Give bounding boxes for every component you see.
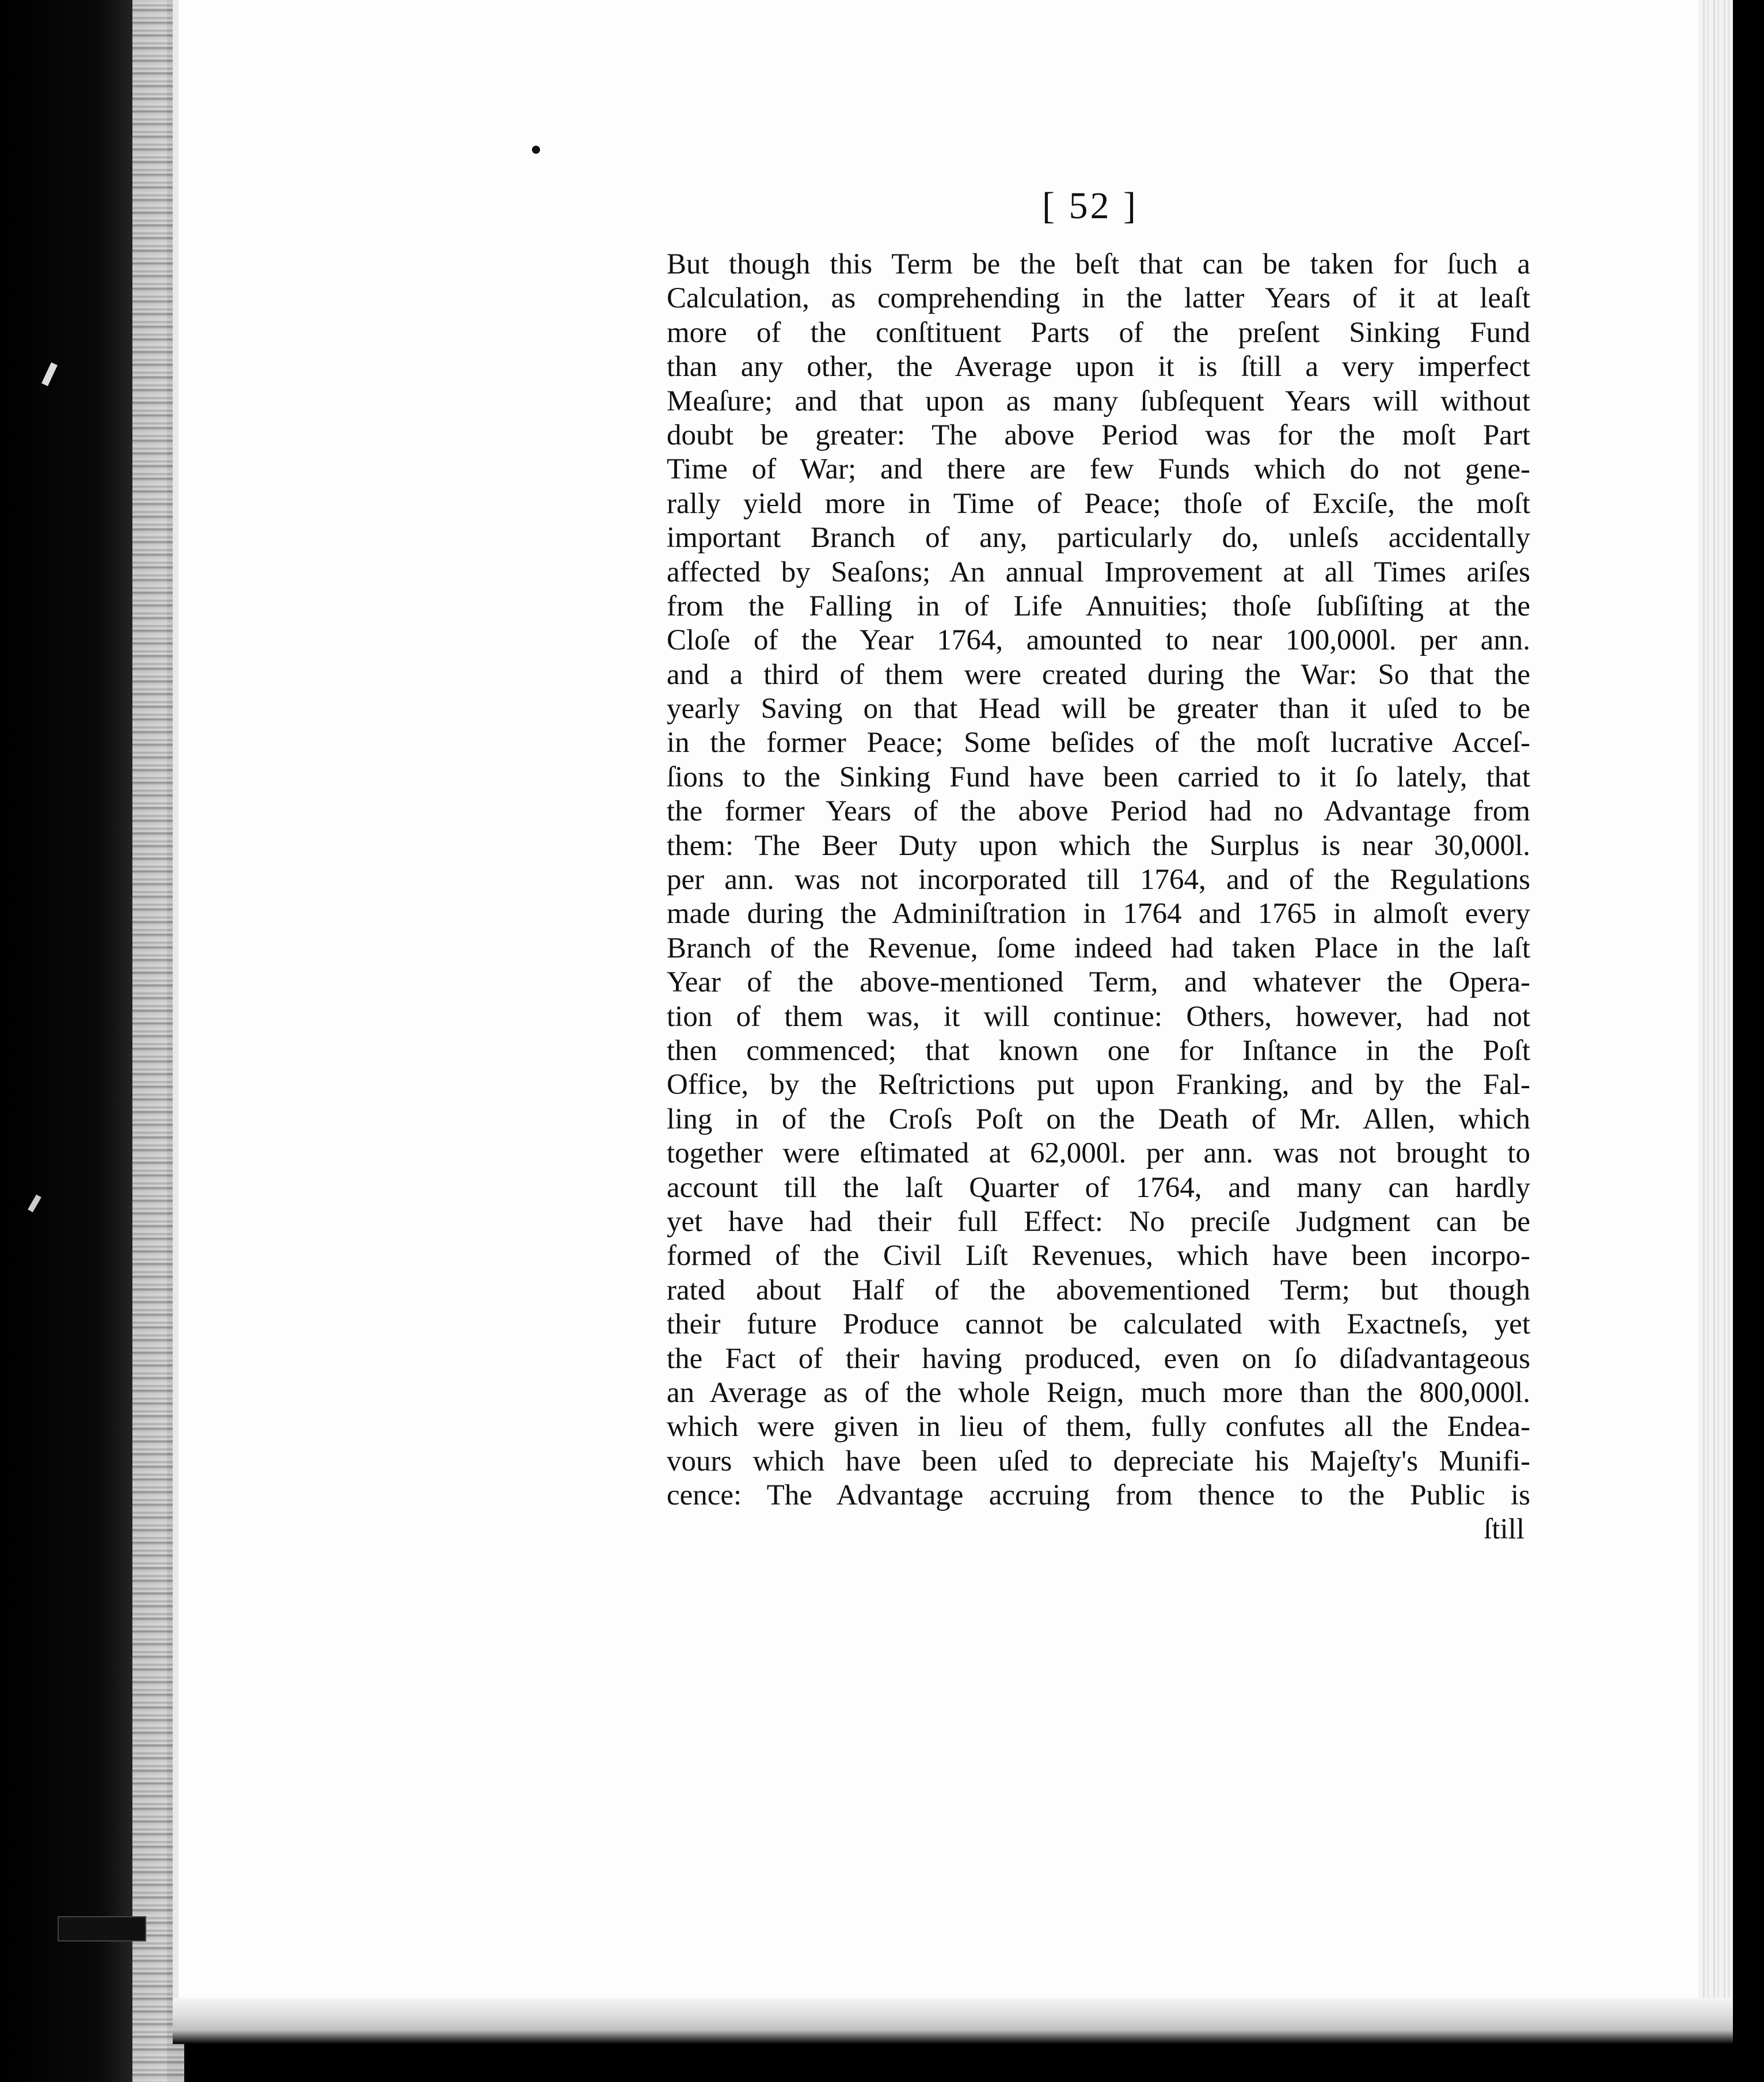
text-line-content: vours which have been uſed to depreciate his Majeſty's Munifi- (667, 1445, 1530, 1477)
text-line (667, 863, 1530, 897)
bottom-page-edge (173, 1998, 1733, 2044)
text-line-content: made during the Adminiſtration in 1764 and 1765 in almoſt every (667, 898, 1530, 930)
text-line (667, 1342, 1530, 1376)
text-line (667, 1000, 1530, 1034)
page-number: [ 52 ] (1042, 185, 1138, 227)
text-line (667, 248, 1530, 282)
text-line-content: in the former Peace; Some beſides of the moſt lucrative Acceſ- (667, 727, 1530, 759)
text-line-content: yearly Saving on that Head will be greater than it uſed to be (667, 693, 1530, 725)
text-line-content: Calculation, as comprehending in the latter Years of it at leaſt (667, 282, 1530, 315)
text-line (667, 897, 1530, 931)
text-line-content: Time of War; and there are few Funds which do not gene- (667, 453, 1530, 486)
text-line-content: per ann. was not incorporated till 1764, and of the Regulations (667, 864, 1530, 896)
text-line (667, 1239, 1530, 1273)
text-line (667, 1410, 1530, 1444)
text-line (667, 624, 1530, 658)
text-line (667, 590, 1530, 624)
text-line (667, 761, 1530, 795)
text-line (667, 419, 1530, 453)
text-line-content: cence: The Advantage accruing from thence to the Public is (667, 1479, 1530, 1512)
text-line-content: formed of the Civil Liſt Revenues, which have been incorpo- (667, 1240, 1530, 1272)
text-line-content: Cloſe of the Year 1764, amounted to near 100,000l. per ann. (667, 624, 1530, 657)
text-line-content: Branch of the Revenue, ſome indeed had taken Place in the laſt (667, 932, 1530, 964)
text-line (667, 1479, 1530, 1513)
text-line (667, 282, 1530, 316)
text-line-content: ling in of the Croſs Poſt on the Death of Mr. Allen, which (667, 1103, 1530, 1135)
text-line-content: their future Produce cannot be calculated with Exactneſs, yet (667, 1308, 1530, 1341)
text-line-content: account till the laſt Quarter of 1764, and many can hardly (667, 1171, 1530, 1204)
text-line-content: affected by Seaſons; An annual Improvement at all Times ariſes (667, 556, 1530, 588)
text-line-content: more of the conſtituent Parts of the preſent Sinking Fund (667, 316, 1530, 349)
text-line-content: which were given in lieu of them, fully confutes all the Endea- (667, 1411, 1530, 1443)
text-line (667, 487, 1530, 521)
text-line (667, 1376, 1530, 1410)
text-line-content: But though this Term be the beſt that can be taken for ſuch a (667, 248, 1530, 280)
text-line (667, 453, 1530, 487)
text-line (667, 795, 1530, 829)
text-line (667, 932, 1530, 966)
spine-stamp (58, 1916, 146, 1942)
text-line (667, 1137, 1530, 1171)
text-line (667, 1308, 1530, 1342)
text-line-content: Year of the above-mentioned Term, and whatever the Opera- (667, 966, 1530, 999)
ink-dot (532, 146, 540, 154)
text-line (667, 1068, 1530, 1102)
text-line (667, 966, 1530, 1000)
text-line-content: important Branch of any, particularly do, unleſs accidentally (667, 522, 1530, 554)
text-line-content: from the Falling in of Life Annuities; thoſe ſubſiſting at the (667, 590, 1530, 622)
text-line (667, 521, 1530, 555)
text-line-content: them: The Beer Duty upon which the Surplus is near 30,000l. (667, 829, 1530, 862)
text-line-content: yet have had their full Effect: No preciſe Judgment can be (667, 1205, 1530, 1238)
text-line (667, 829, 1530, 863)
text-line (667, 556, 1530, 590)
text-line-content: doubt be greater: The above Period was for the moſt Part (667, 419, 1530, 451)
text-line-content: tion of them was, it will continue: Others, however, had not (667, 1000, 1530, 1033)
text-line-content: together were eſtimated at 62,000l. per ann. was not brought to (667, 1137, 1530, 1170)
text-line-content: Office, by the Reſtrictions put upon Franking, and by the Fal- (667, 1069, 1530, 1101)
text-line (667, 1445, 1530, 1479)
text-line (667, 1034, 1530, 1068)
text-line (667, 350, 1530, 384)
body-text (667, 248, 1530, 1547)
text-line (667, 658, 1530, 692)
text-line-content: the former Years of the above Period had no Advantage from (667, 795, 1530, 828)
text-line-content: rated about Half of the abovementioned Term; but though (667, 1274, 1530, 1306)
catchword-line (667, 1513, 1530, 1547)
text-line (667, 1205, 1530, 1239)
text-line (667, 1171, 1530, 1205)
right-page-edges (1698, 0, 1733, 2027)
text-line-content: and a third of them were created during the War: So that the (667, 658, 1530, 691)
text-line (667, 1274, 1530, 1308)
text-line-content: Meaſure; and that upon as many ſubſequent Years will without (667, 385, 1530, 417)
text-line-content: an Average as of the whole Reign, much more than the 800,000l. (667, 1376, 1530, 1409)
text-line-content: rally yield more in Time of Peace; thoſe of Exciſe, the moſt (667, 487, 1530, 520)
text-line (667, 385, 1530, 419)
text-line (667, 1103, 1530, 1137)
catchword: ſtill (1484, 1513, 1525, 1546)
text-line (667, 692, 1530, 726)
text-line (667, 726, 1530, 760)
text-line-content: then commenced; that known one for Inſtance in the Poſt (667, 1034, 1530, 1067)
text-line-content: ſions to the Sinking Fund have been carried to it ſo lately, that (667, 761, 1530, 793)
text-line-content: the Fact of their having produced, even on ſo diſadvantageous (667, 1342, 1530, 1375)
text-line (667, 316, 1530, 350)
text-line-content: than any other, the Average upon it is ſtill a very imperfect (667, 351, 1530, 383)
